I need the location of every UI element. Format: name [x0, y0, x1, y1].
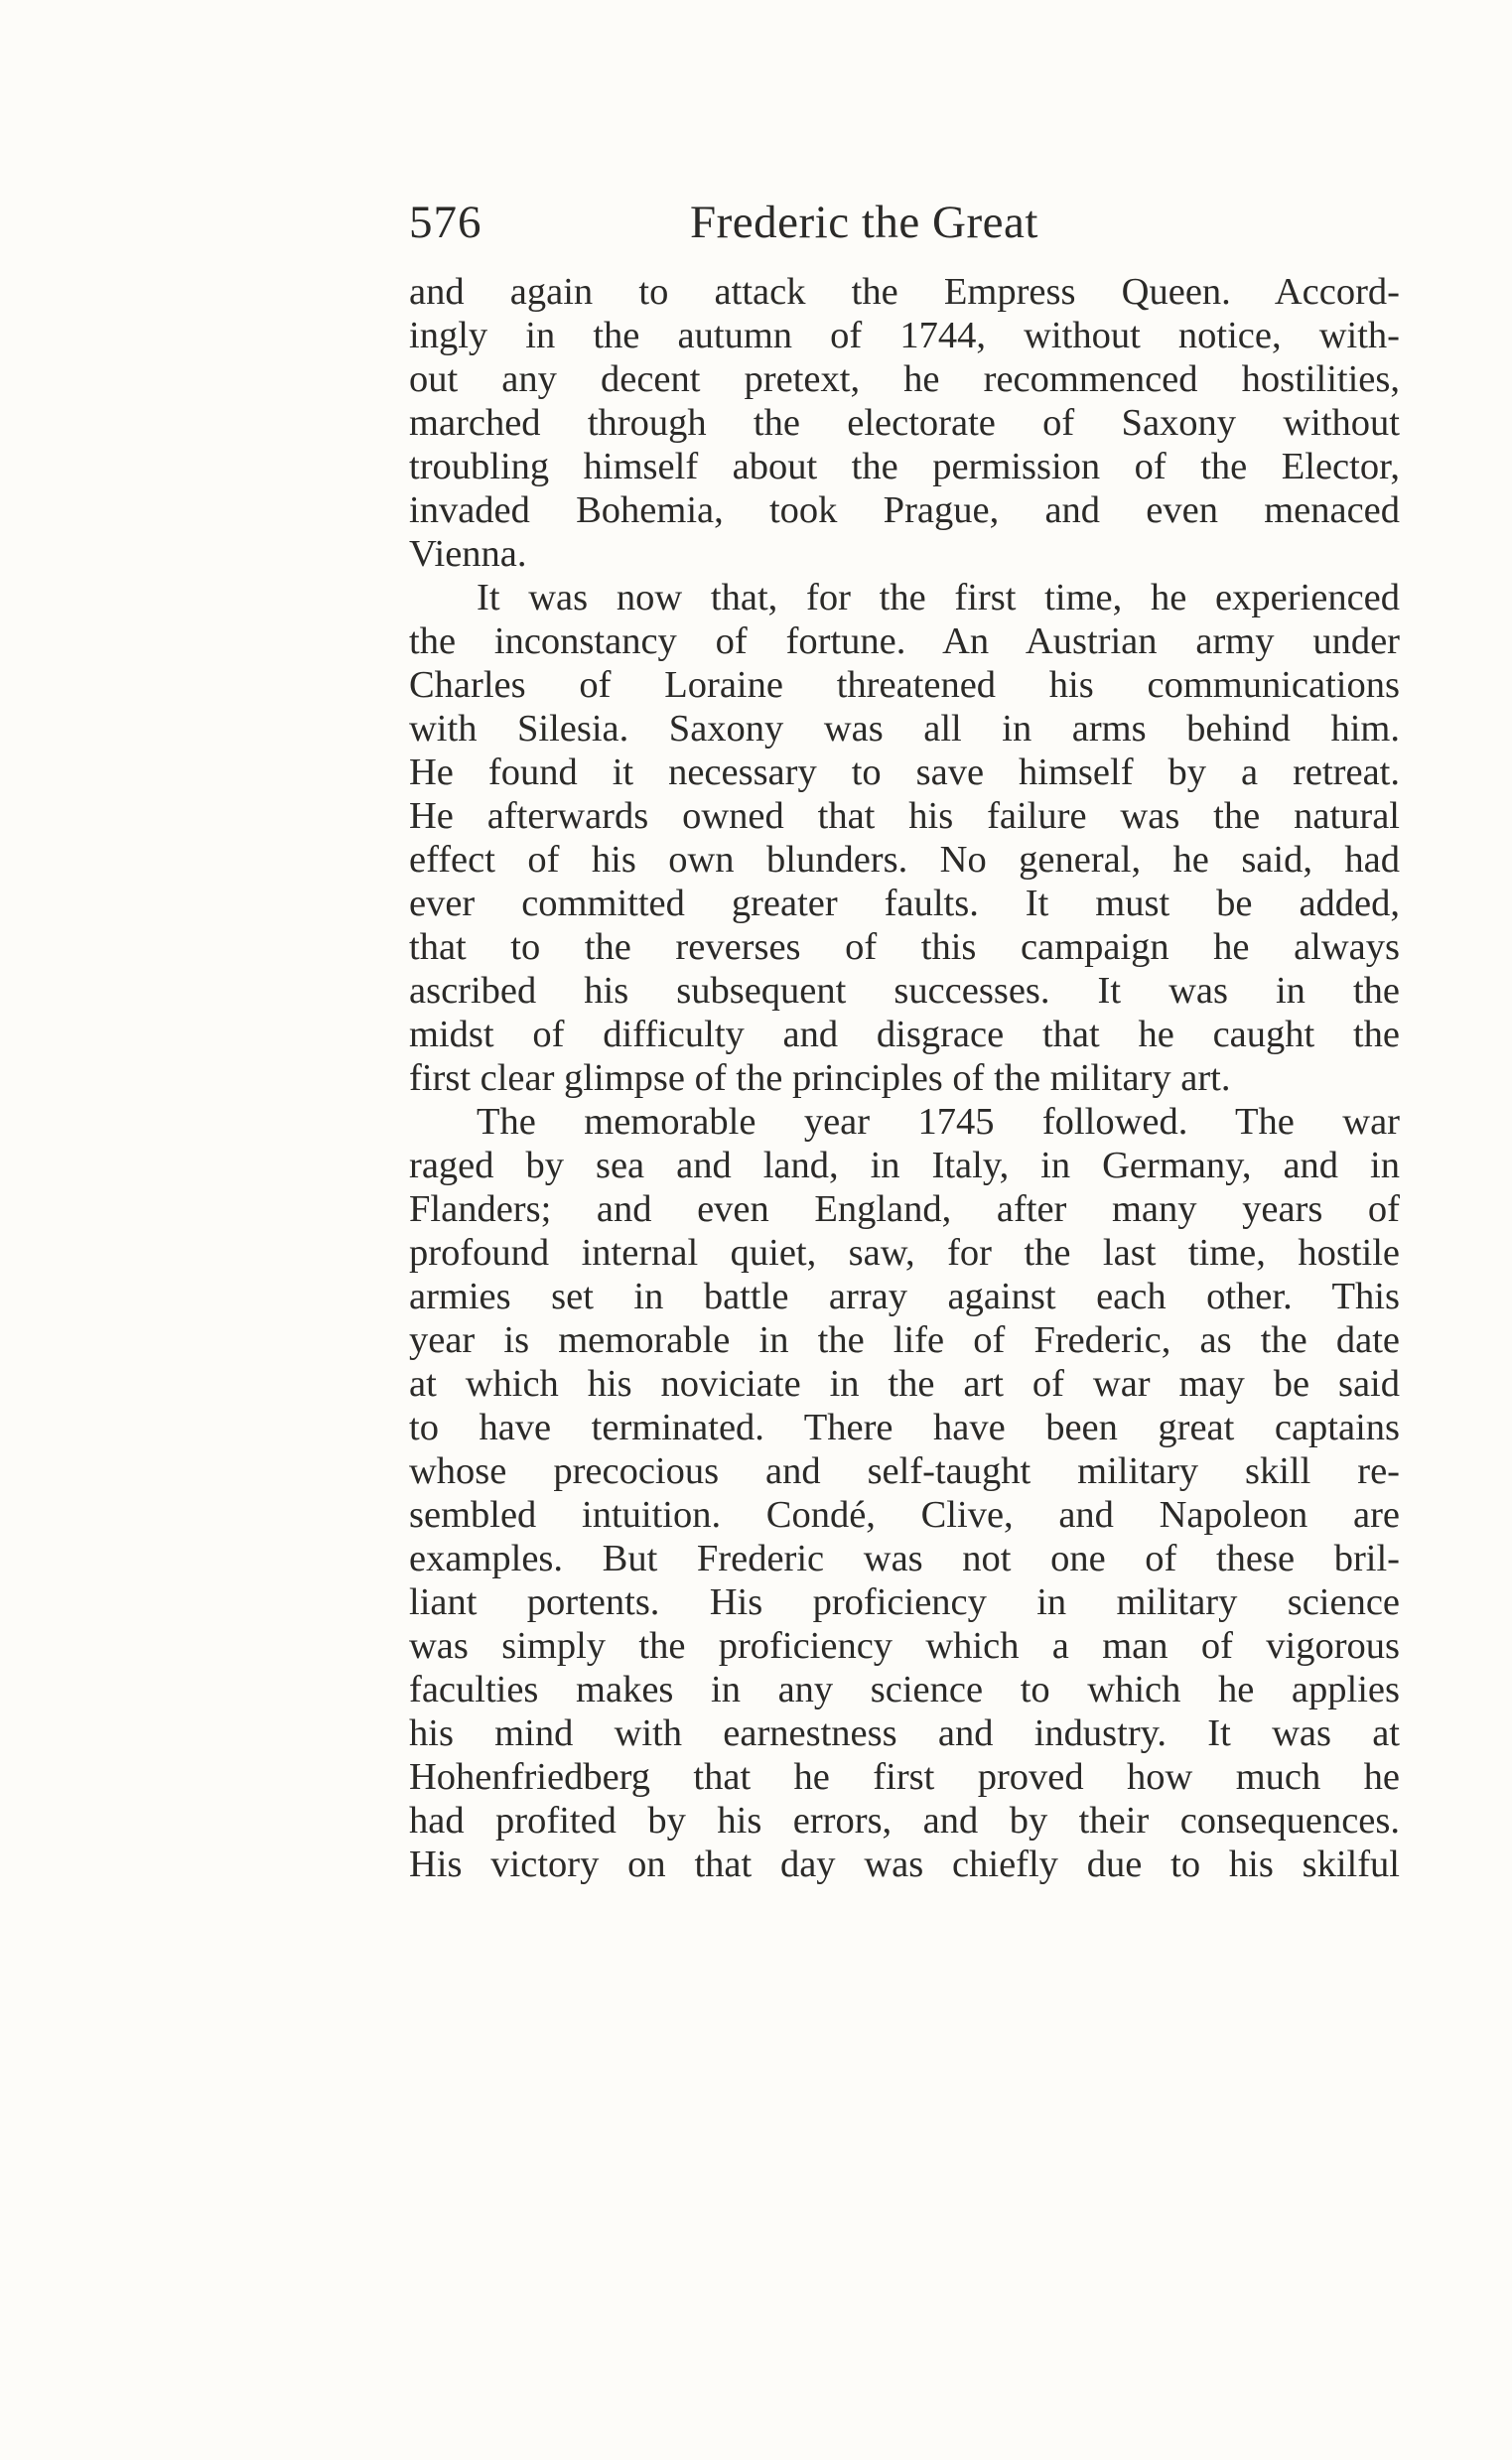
paragraph	[409, 576, 1400, 1100]
running-title: Frederic the Great	[690, 197, 1038, 248]
text-line: examples. But Frederic was not one of these bril-	[409, 1538, 1400, 1579]
text-line: the inconstancy of fortune. An Austrian army under	[409, 620, 1400, 662]
text-line: marched through the electorate of Saxony without	[409, 402, 1400, 444]
text-line: troubling himself about the permission of the Elector,	[409, 446, 1400, 487]
text-line: sembled intuition. Condé, Clive, and Napoleon are	[409, 1494, 1400, 1536]
text-line: He found it necessary to save himself by a retreat.	[409, 752, 1400, 793]
text-line: raged by sea and land, in Italy, in Germany, and in	[409, 1145, 1400, 1186]
text-line: his mind with earnestness and industry. It was at	[409, 1712, 1400, 1754]
page-number: 576	[409, 197, 482, 248]
text-line: Flanders; and even England, after many years of	[409, 1188, 1400, 1230]
text-line: with Silesia. Saxony was all in arms behind him.	[409, 708, 1400, 750]
text-line: invaded Bohemia, took Prague, and even menaced	[409, 489, 1400, 531]
text-line: that to the reverses of this campaign he always	[409, 926, 1400, 968]
text-line: The memorable year 1745 followed. The war	[477, 1101, 1400, 1143]
text-line: It was now that, for the first time, he experienced	[477, 577, 1400, 618]
text-line: and again to attack the Empress Queen. Accord-	[409, 271, 1400, 313]
text-line: had profited by his errors, and by their consequences.	[409, 1800, 1400, 1842]
text-line: first clear glimpse of the principles of the military art.	[409, 1057, 1231, 1099]
text-line: faculties makes in any science to which he applies	[409, 1669, 1400, 1710]
text-line: at which his noviciate in the art of war may be said	[409, 1363, 1400, 1405]
text-line: to have terminated. There have been great captains	[409, 1407, 1400, 1448]
text-line: ever committed greater faults. It must be added,	[409, 883, 1400, 924]
body-text	[409, 270, 1400, 1886]
page-content	[409, 189, 1400, 1886]
text-line: Charles of Loraine threatened his communications	[409, 664, 1400, 706]
text-line: effect of his own blunders. No general, he said, had	[409, 839, 1400, 881]
running-head	[409, 189, 1400, 256]
text-line: ingly in the autumn of 1744, without notice, with-	[409, 315, 1400, 356]
paragraph	[409, 270, 1400, 576]
text-line: armies set in battle array against each other. This	[409, 1276, 1400, 1317]
text-line: His victory on that day was chiefly due to his skilful	[409, 1844, 1400, 1885]
text-line: He afterwards owned that his failure was the natural	[409, 795, 1400, 837]
text-line: midst of difficulty and disgrace that he caught the	[409, 1014, 1400, 1055]
text-line: liant portents. His proficiency in military science	[409, 1581, 1400, 1623]
text-line: Hohenfriedberg that he first proved how much he	[409, 1756, 1400, 1798]
text-line: year is memorable in the life of Frederic, as the date	[409, 1319, 1400, 1361]
text-line: was simply the proficiency which a man of vigorous	[409, 1625, 1400, 1667]
text-line: out any decent pretext, he recommenced hostilities,	[409, 358, 1400, 400]
text-line: profound internal quiet, saw, for the last time, hostile	[409, 1232, 1400, 1274]
text-line: ascribed his subsequent successes. It was in the	[409, 970, 1400, 1012]
text-line: Vienna.	[409, 533, 527, 575]
paragraph	[409, 1100, 1400, 1886]
text-line: whose precocious and self-taught military skill re-	[409, 1450, 1400, 1492]
